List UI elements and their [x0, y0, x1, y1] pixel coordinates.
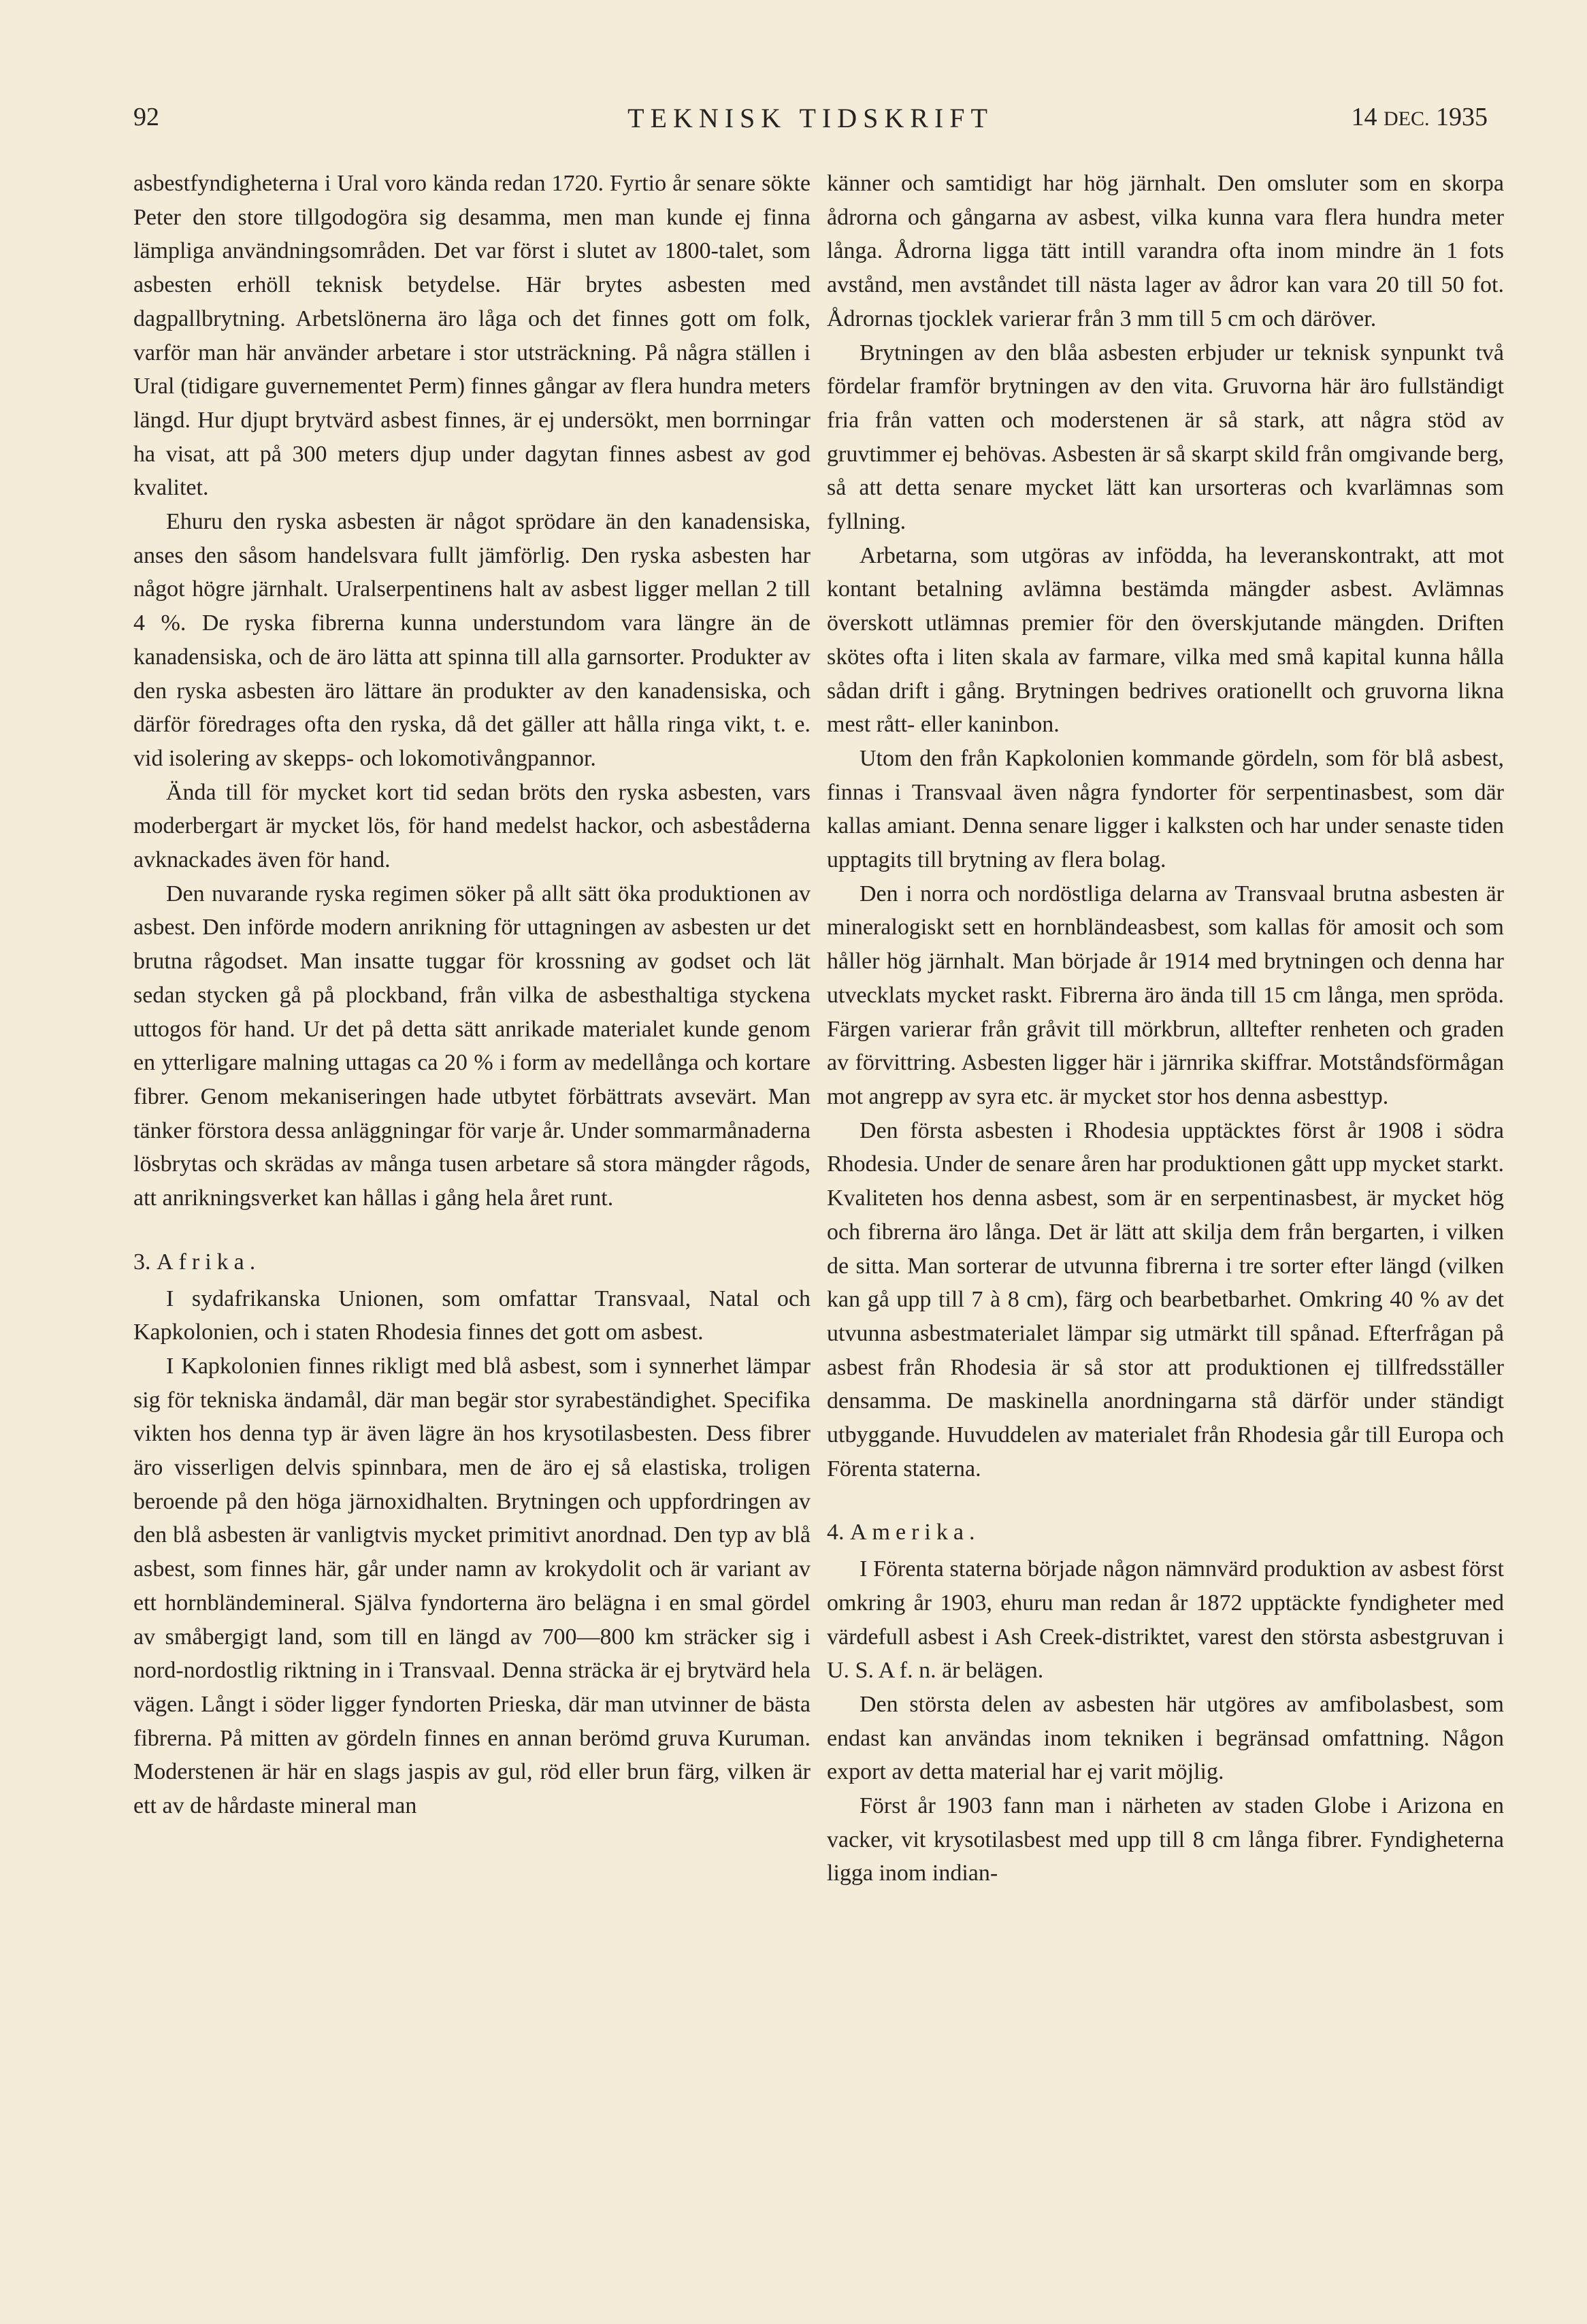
paragraph: Den nuvarande ryska regimen söker på allt sätt öka produktionen av asbest. Den införde modern anrikning för uttagningen av asbesten ur det brutna rågodset. Man insatte tuggar för krossning av godset och lät sedan stycken gå på plockband, från vilka de asbesthaltiga styckena uttogos för hand. Ur det på detta sätt anrikade materialet kunde genom en ytterligare malning uttagas ca 20 % i form av medellånga och kortare fibrer. Genom mekaniseringen hade utbytet förbättrats avsevärt. Man tänker förstora dessa anläggningar för varje år. Under sommarmånaderna lösbrytas och skrädas av många tusen arbetare så stora mängder rågods, att anrikningsverket kan hållas i gång hela året runt. — [133, 881, 811, 1211]
paragraph: asbestfyndigheterna i Ural voro kända redan 1720. Fyrtio år senare sökte Peter den store tillgodogöra sig desamma, men man kunde ej finna lämpliga användningsområden. Det var först i slutet av 1800-talet, som asbesten erhöll teknisk betydelse. Här brytes asbesten med dagpallbrytning. Arbetslönerna äro låga och det finnes gott om folk, varför man här använder arbetare i stor utsträckning. På några ställen i Ural (tidigare guvernementet Perm) finnes gångar av flera hundra meters längd. Hur djupt brytvärd asbest finnes, är ej undersökt, men borrningar ha visat, att på 300 meters djup under dagytan finnes asbest av god kvalitet. — [133, 171, 811, 501]
left-column — [133, 167, 811, 1823]
paragraph: Ända till för mycket kort tid sedan bröts den ryska asbesten, vars moderbergart är mycket lös, för hand medelst hackor, och asbeståderna avknackades även för hand. — [133, 779, 811, 873]
section-title: Amerika. — [850, 1520, 981, 1545]
right-column — [827, 167, 1504, 1891]
issue-year: 1935 — [1436, 103, 1488, 131]
paragraph: Den största delen av asbesten här utgöres av amfibolasbest, som endast kan användas inom tekniken i begränsad omfattning. Någon export av detta material har ej varit möjlig. — [827, 1691, 1504, 1785]
journal-title: TEKNISK TIDSKRIFT — [627, 103, 994, 133]
paragraph: känner och samtidigt har hög järnhalt. Den omsluter som en skorpa ådrorna och gångarna av asbest, vilka kunna vara flera hundra meter långa. Ådrorna ligga tätt intill varandra ofta inom mindre än 1 fots avstånd, men avståndet till nästa lager av ådror kan vara 20 till 50 fot. Ådrornas tjocklek varierar från 3 mm till 5 cm och däröver. — [827, 171, 1504, 331]
paragraph: Brytningen av den blåa asbesten erbjuder ur teknisk synpunkt två fördelar framför brytningen av den vita. Gruvorna här äro fullständigt fria från vatten och moderstenen är så stark, att några stöd av gruvtimmer ej behövas. Asbesten är så skarpt skild från omgivande berg, så att detta senare mycket lätt kan ursorteras och kvarlämnas som fyllning. — [827, 340, 1504, 535]
paragraph: Den första asbesten i Rhodesia upptäcktes först år 1908 i södra Rhodesia. Under de senare åren har produktionen gått upp mycket starkt. Kvaliteten hos denna asbest, som är en serpentinasbest, är mycket hög och fibrerna äro långa. Det är lätt att skilja dem från bergarten, i vilken de sitta. Man sorterar de utvunna fibrerna i tre sorter efter längd (vilken kan gå upp till 7 à 8 cm), färg och bearbetbarhet. Omkring 40 % av det utvunna asbestmaterialet lämpar sig utmärkt till spånad. Efterfrågan på asbest från Rhodesia är så stor att produktionen ej tillfredsställer densamma. De maskinella anordningarna stå därför under ständigt utbyggande. Huvuddelen av materialet från Rhodesia går till Europa och Förenta staterna. — [827, 1117, 1504, 1482]
section-number: 4. — [827, 1520, 845, 1545]
paragraph: Arbetarna, som utgöras av infödda, ha leveranskontrakt, att mot kontant betalning avlämna bestämda mängder asbest. Avlämnas överskott utlämnas premier för den överskjutande mängden. Driften skötes ofta i liten skala av farmare, vilka med små kapital kunna hålla sådan drift i gång. Brytningen bedrives orationellt och gruvorna likna mest rått- eller kaninbon. — [827, 542, 1504, 738]
paragraph: Utom den från Kapkolonien kommande gördeln, som för blå asbest, finnas i Transvaal även några fyndorter för serpentinasbest, som där kallas amiant. Denna senare ligger i kalksten och har under senaste tiden upptagits till brytning av flera bolag. — [827, 745, 1504, 873]
issue-date — [1352, 102, 1488, 132]
section-heading-america — [827, 1516, 1504, 1550]
section-number: 3. — [133, 1249, 151, 1275]
issue-day: 14 — [1351, 103, 1377, 131]
paragraph: Den i norra och nordöstliga delarna av Transvaal brutna asbesten är mineralogiskt sett en hornbländeasbest, som kallas för amosit och som håller hög järnhalt. Man började år 1914 med brytningen och denna har utvecklats mycket raskt. Fibrerna äro ända till 15 cm långa, men spröda. Färgen varierar från gråvit till mörkbrun, alltefter renheten och graden av förvittring. Asbesten ligger här i järnrika skiffrar. Motståndsförmågan mot angrepp av syra etc. är mycket stor hos denna asbesttyp. — [827, 881, 1504, 1109]
paragraph: Ehuru den ryska asbesten är något sprödare än den kanadensiska, anses den såsom handelsvara fullt jämförlig. Den ryska asbesten har något högre järnhalt. Uralserpentinens halt av asbest ligger mellan 2 till 4 %. De ryska fibrerna kunna understundom vara längre än de kanadensiska, och de äro lätta att spinna till alla garnsorter. Produkter av den ryska asbesten äro lättare än produkter av den kanadensiska, och därför föredrages ofta den ryska, då det gäller att hålla ringa vikt, t. e. vid isolering av skepps- och lokomotivångpannor. — [133, 509, 811, 771]
section-heading-africa — [133, 1245, 811, 1279]
paragraph: I Förenta staterna började någon nämnvärd produktion av asbest först omkring år 1903, ehuru man redan år 1872 upptäckte fyndigheter med värdefull asbest i Ash Creek-distriktet, varest den största asbestgruvan i U. S. A f. n. är belägen. — [827, 1556, 1504, 1684]
page-number: 92 — [133, 103, 159, 131]
paragraph: Först år 1903 fann man i närheten av staden Globe i Arizona en vacker, vit krysotilasbest med upp till 8 cm långa fibrer. Fyndigheterna ligga inom indian- — [827, 1793, 1504, 1886]
paragraph: I Kapkolonien finnes rikligt med blå asbest, som i synnerhet lämpar sig för tekniska ändamål, där man begär stor syrabeständighet. Specifika vikten hos denna typ är även lägre än hos krysotilasbesten. Dess fibrer äro visserligen delvis spinnbara, men de äro ej så elastiska, troligen beroende på den höga järnoxidhalten. Brytningen och uppfordringen av den blå asbesten är vanligtvis mycket primitivt anordnad. Den typ av blå asbest, som finnes här, går under namn av krokydolit och är variant av ett hornbländemineral. Själva fyndorterna äro belägna i en smal gördel av småbergigt land, som till en längd av 700—800 km sträcker sig i nord-nordostlig riktning in i Transvaal. Denna sträcka är ej brytvärd hela vägen. Långt i söder ligger fyndorten Prieska, där man utvinner de bästa fibrerna. På mitten av gördeln finnes en annan berömd gruva Kuruman. Moderstenen är här en slags jaspis av gul, röd eller brun färg, vilken är ett av de hårdaste mineral man — [133, 1353, 811, 1819]
issue-month: DEC. — [1384, 108, 1430, 130]
section-title: Afrika. — [157, 1249, 261, 1275]
paragraph: I sydafrikanska Unionen, som omfattar Transvaal, Natal och Kapkolonien, och i staten Rhodesia finnes det gott om asbest. — [133, 1286, 811, 1345]
running-header — [133, 102, 1488, 143]
